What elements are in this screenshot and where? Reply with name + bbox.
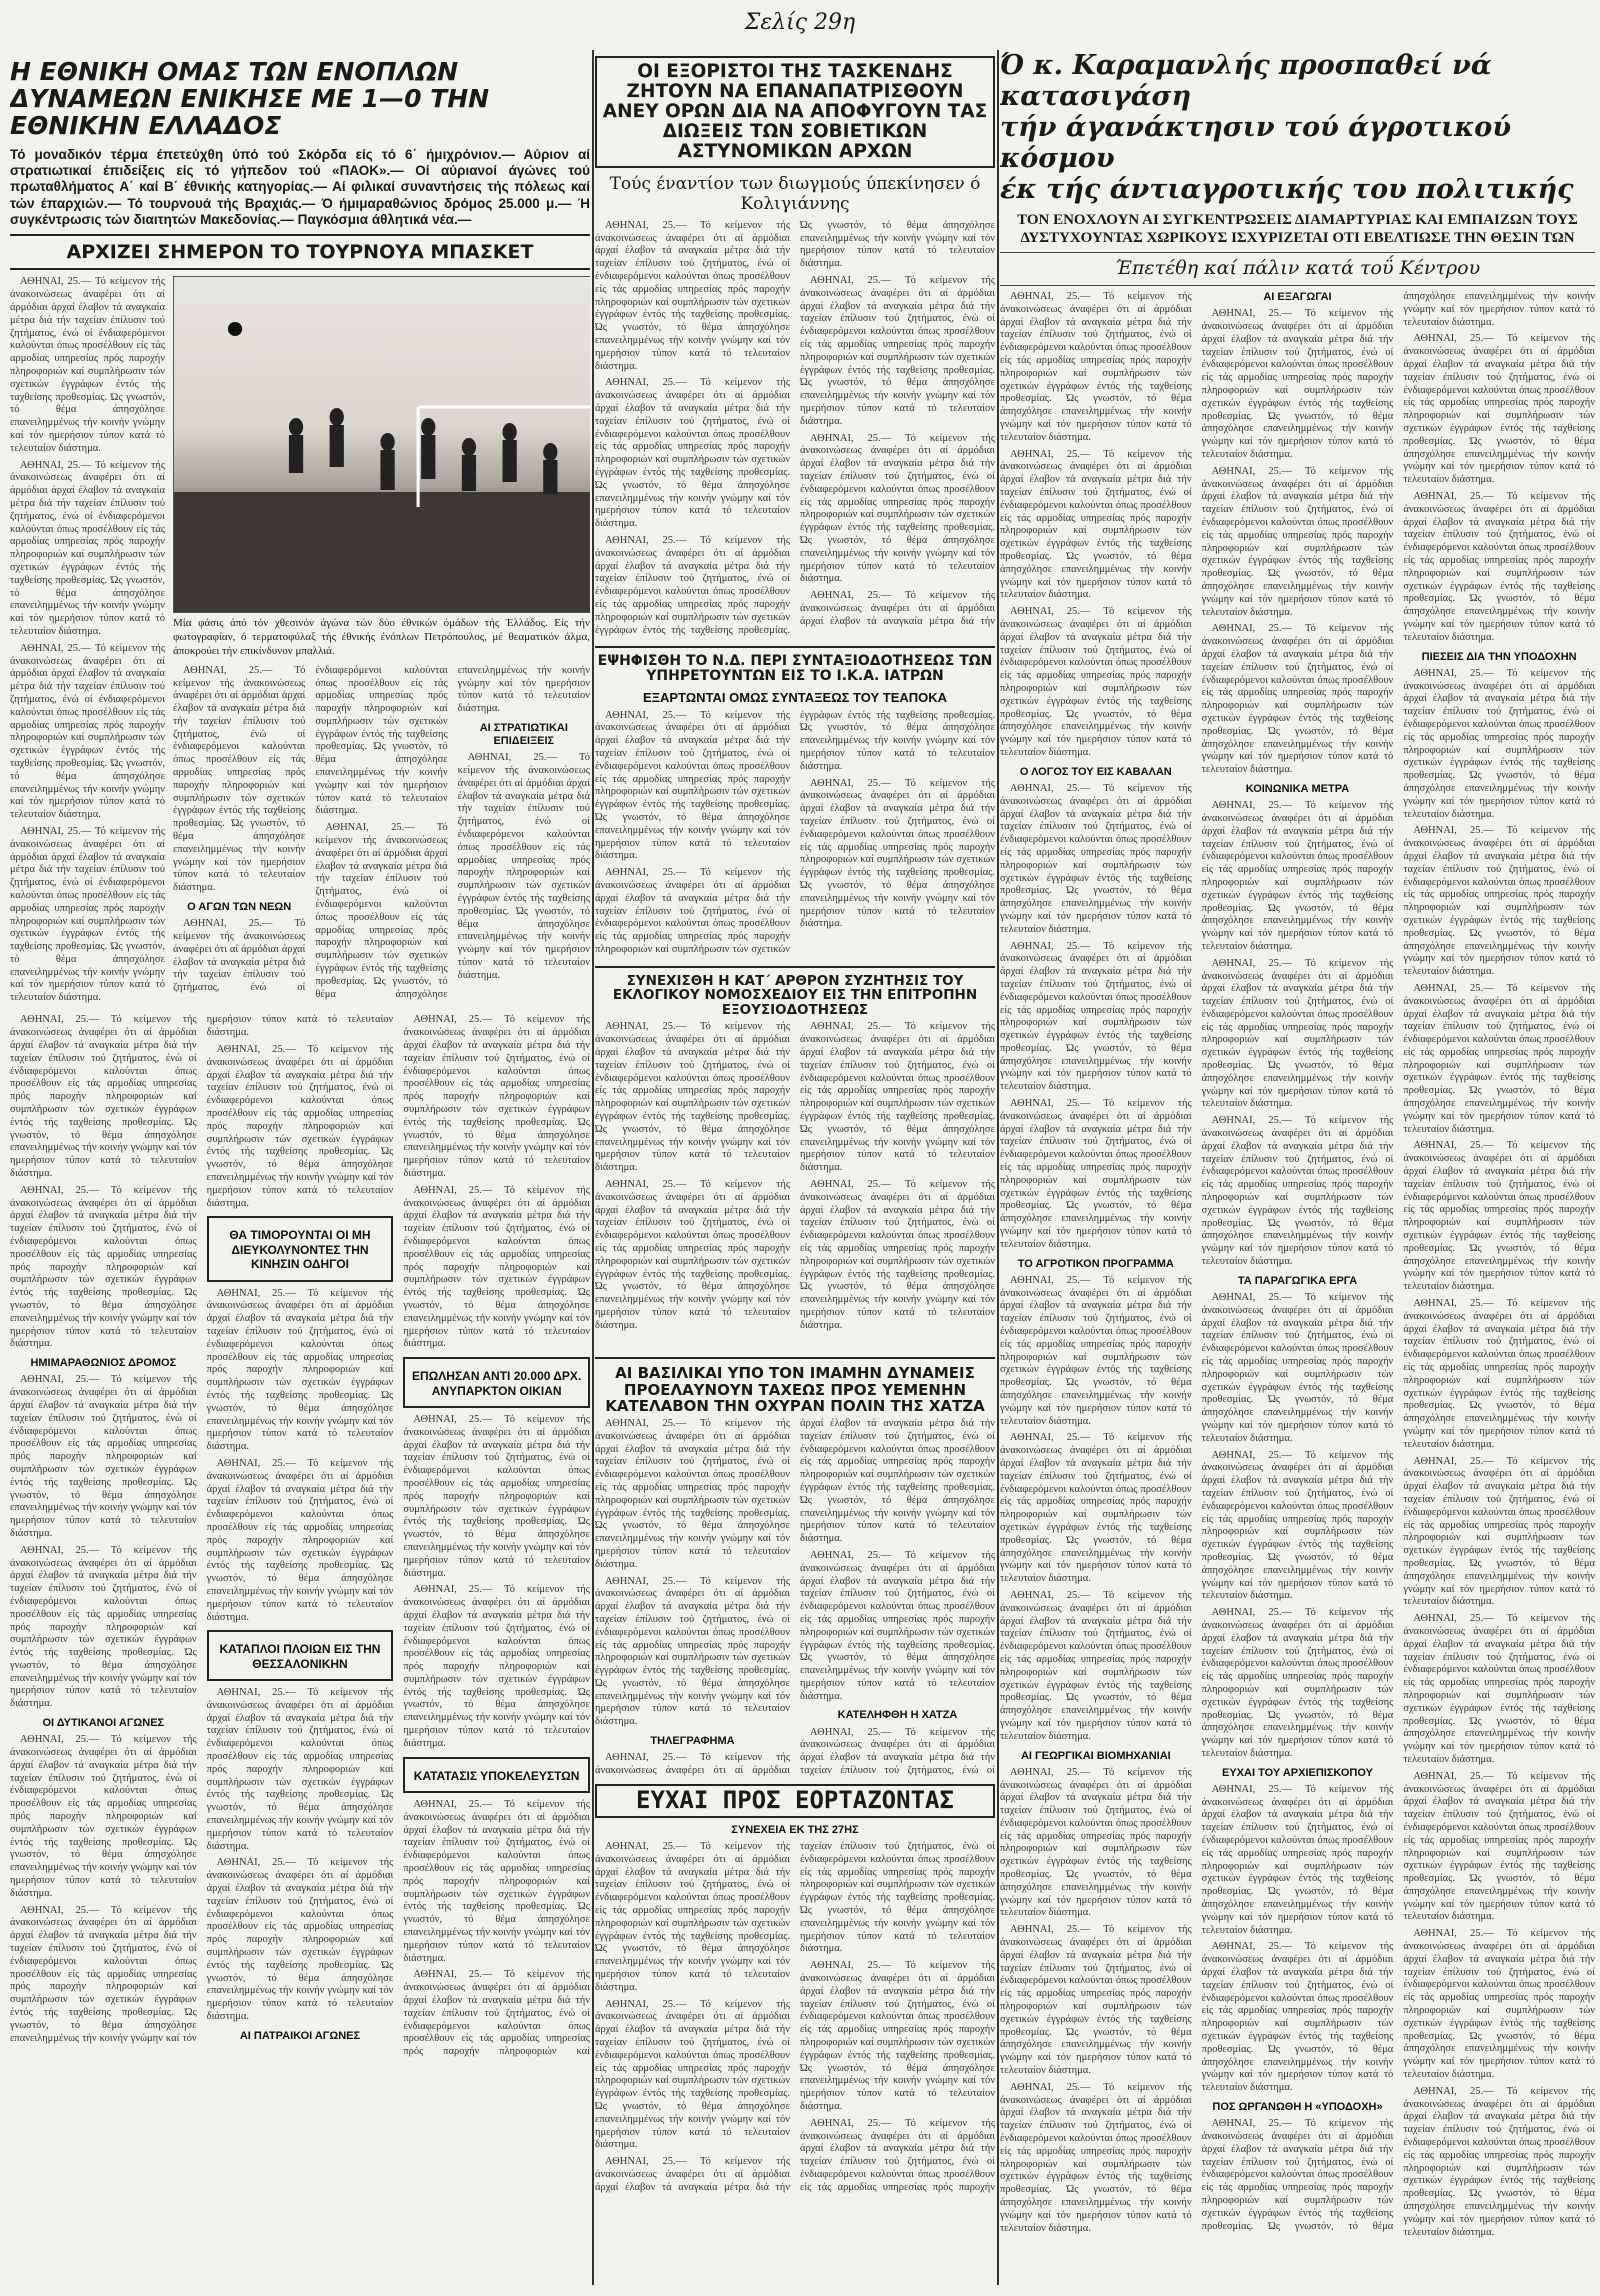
tashkent-deck: Τούς έναντίον των διωγμούς ύπεκίνησεν ό Κολιγιάννης — [609, 173, 981, 214]
wishes-deck: ΣΥΝΕΧΕΙΑ ΕΚ ΤΗΣ 27ΗΣ — [731, 1823, 859, 1836]
sports-deck: Τό μοναδικόν τέρμα έπετεύχθη ύπό τού Σκόρδα είς τό 6΄ ήμιχρόνιον.— Αύριον αί στρατιωτικαί έπιδείξεις είς τό γήπεδον τού «ΠΑΟΚ».— Οί αύριανοί άγώνες τού πρωταθλήματος Α΄ καί Β΄ έθνικής κατηγορίας.— Αί φιλικαί συναντήσεις τής πόλεως καί τών έπαρχιών.— Τό τουρνουά τής Βραχιάς.— Ό ήμιμαραθώνιος δρόμος 25.000 μ.— Ή συγκέντρωσις τών διαιτητών Μακεδονίας.— Παγκόσμια άθλητικά νέα.— — [10, 147, 590, 227]
box-headline: ΚΑΤΑΤΑΣΙΣ ΥΠΟΚΕΛΕΥΣΤΩΝ — [413, 1768, 580, 1783]
karamanlis-headline-line: Ό κ. Καραμανλής προσπαθεί νά κατασιγάση — [1000, 50, 1492, 113]
ika-headline: ΕΨΗΦΙΣΘΗ ΤΟ Ν.Δ. ΠΕΡΙ ΣΥΝΤΑΞΙΟΔΟΤΗΣΕΩΣ ΤΩΝ ΥΠΗΡΕΤΟΥΝΤΩΝ ΕΙΣ ΤΟ Ι.Κ.Α. ΙΑΤΡΩΝ — [597, 652, 993, 684]
karamanlis-headline-line: έκ τής άντιαγροτικής του πολιτικής — [1000, 174, 1574, 206]
sports-article — [10, 40, 590, 2290]
electoral-headline: ΣΥΝΕΧΙΣΘΗ Η ΚΑΤ΄ ΑΡΘΡΟΝ ΣΥΖΗΤΗΣΙΣ ΤΟΥ ΕΚΛΟΓΙΚΟΥ ΝΟΜΟΣΧΕΔΙΟΥ ΕΙΣ ΤΗΝ ΕΠΙΤΡΟΠΗΝ ΕΞΟΥΣΙΟΔΟΤΗΣΕΩΣ — [612, 972, 978, 1018]
subheading: Ο ΑΓΩΝ ΤΩΝ ΝΕΩΝ — [187, 901, 292, 914]
yemen-headline: ΑΙ ΒΑΣΙΛΙΚΑΙ ΥΠΟ ΤΟΝ ΙΜΑΜΗΝ ΔΥΝΑΜΕΙΣ ΠΡΟΕΛΑΥΝΟΥΝ ΤΑΧΕΩΣ ΠΡΟΣ ΥΕΜΕΝΗΝ ΚΑΤΕΛΑΒΟΝ ΤΗΝ ΟΧΥΡΑΝ ΠΟΛΙΝ ΤΗΣ ΧΑΤΖΑ — [605, 1364, 985, 1415]
karamanlis-deck: ΤΟΝ ΕΝΟΧΛΟΥΝ ΑΙ ΣΥΓΚΕΝΤΡΩΣΕΙΣ ΔΙΑΜΑΡΤΥΡΙΑΣ ΚΑΙ ΕΜΠΑΙΖΩΝ ΤΟΥΣ ΔΥΣΤΥΧΟΥΝΤΑΣ ΧΩΡΙΚΟΥΣ ΙΣΧΥΡΙΖΕΤΑΙ ΟΤΙ ΕΒΕΛΤΙΩΣΕ ΤΗΝ ΘΕΣΙΝ ΤΩΝ — [1017, 212, 1578, 247]
article-body: ΑΘΗΝΑΙ, 25.— Τό κείμενον τής άνακοινώσεως άναφέρει ότι αί άρμόδιαι άρχαί έλαβον τά αναγκαία μέτρα διά τήν ταχείαν έπίλυσιν τού ζητήματος, ένώ οί ένδιαφερόμενοι καλούνται όπως προσέλθουν είς τάς αρμοδίας υπηρεσίας πρός παροχήν πληροφοριών καί συμπλήρωσιν τών σχετικών έγγράφων έντός τής ταχθείσης προθεσμίας. Ώς γνωστόν, τό θέμα άπησχόλησε επανειλημμένως τήν κοινήν γνώμην καί τόν ημερήσιον τύπον κατά τό τελευταίον διάστημα. ΑΘΗΝΑΙ, 25.— Τό κείμενον τής άνακοινώσεως άναφέρει ότι αί άρμόδιαι άρχαί έλαβον τά αναγκαία μέτρα διά τήν ταχείαν έπίλυσιν τού ζητήματος, ένώ οί ένδιαφερόμενοι καλούνται όπως προσέλθουν είς τάς αρμοδίας υπηρεσίας πρός παροχήν πληροφοριών καί συμπλήρωσιν τών σχετικών έγγράφων έντός τής ταχθείσης προθεσμίας. Ώς γνωστόν, τό θέμα άπησχόλησε επανειλημμένως τήν κοινήν γνώμην καί τόν ημερήσιον τύπον κατά τό τελευταίον διάστημα. ΑΘΗΝΑΙ, 25.— Τό κείμενον τής άνακοινώσεως άναφέρει ότι αί άρμόδιαι άρχαί έλαβον τά αναγκαία μέτρα διά τήν ταχείαν έπίλυσιν τού ζητήματος, ένώ οί ένδιαφερόμενοι καλούνται όπως προσέλθουν είς τάς αρμοδίας υπηρεσίας πρός παροχήν πληροφοριών καί συμπλήρωσιν τών σχετικών έγγράφων έντός τής ταχθείσης προθεσμίας. Ώς γνωστόν, τό θέμα άπησχόλησε επανειλημμένως τήν κοινήν γνώμην καί τόν ημερήσιον τύπον κατά τό τελευταίον διάστημα. Ο ΛΟΓΟΣ ΤΟΥ ΕΙΣ ΚΑΒΑΛΑΝ ΑΘΗΝΑΙ, 25.— Τό κείμενον τής άνακοινώσεως άναφέρει ότι αί άρμόδιαι άρχαί έλαβον τά αναγκαία μέτρα διά τήν ταχείαν έπίλυσιν τού ζητήματος, ένώ οί ένδιαφερόμενοι καλούνται όπως προσέλθουν είς τάς αρμοδίας υπηρεσίας πρός παροχήν πληροφοριών καί συμπλήρωσιν τών σχετικών έγγράφων έντός τής ταχθείσης προθεσμίας. Ώς γνωστόν, τό θέμα άπησχόλησε επανειλημμένως τήν κοινήν γνώμην καί τόν ημερήσιον τύπον κατά τό τελευταίον διάστημα. ΑΘΗΝΑΙ, 25.— Τό κείμενον τής άνακοινώσεως άναφέρει ότι αί άρμόδιαι άρχαί έλαβον τά αναγκαία μέτρα διά τήν ταχείαν έπίλυσιν τού ζητήματος, ένώ οί ένδιαφερόμενοι καλούνται όπως προσέλθουν είς τάς αρμοδίας υπηρεσίας πρός παροχήν πληροφοριών καί συμπλήρωσιν τών σχετικών έγγράφων έντός τής ταχθείσης προθεσμίας. Ώς γνωστόν, τό θέμα άπησχόλησε επανειλημμένως τήν κοινήν γνώμην καί τόν ημερήσιον τύπον κατά τό τελευταίον διάστημα. ΑΘΗΝΑΙ, 25.— Τό κείμενον τής άνακοινώσεως άναφέρει ότι αί άρμόδιαι άρχαί έλαβον τά αναγκαία μέτρα διά τήν ταχείαν έπίλυσιν τού ζητήματος, ένώ οί ένδιαφερόμενοι καλούνται όπως προσέλθουν είς τάς αρμοδίας υπηρεσίας πρός παροχήν πληροφοριών καί συμπλήρωσιν τών σχετικών έγγράφων έντός τής ταχθείσης προθεσμίας. Ώς γνωστόν, τό θέμα άπησχόλησε επανειλημμένως τήν κοινήν γνώμην καί τόν ημερήσιον τύπον κατά τό τελευταίον διάστημα. ΤΟ ΑΓΡΟΤΙΚΟΝ ΠΡΟΓΡΑΜΜΑ ΑΘΗΝΑΙ, 25.— Τό κείμενον τής άνακοινώσεως άναφέρει ότι αί άρμόδιαι άρχαί έλαβον τά αναγκαία μέτρα διά τήν ταχείαν έπίλυσιν τού ζητήματος, ένώ οί ένδιαφερόμενοι καλούνται όπως προσέλθουν είς τάς αρμοδίας υπηρεσίας πρός παροχήν πληροφοριών καί συμπλήρωσιν τών σχετικών έγγράφων έντός τής ταχθείσης προθεσμίας. Ώς γνωστόν, τό θέμα άπησχόλησε επανειλημμένως τήν κοινήν γνώμην καί τόν ημερήσιον τύπον κατά τό τελευταίον διάστημα. ΑΘΗΝΑΙ, 25.— Τό κείμενον τής άνακοινώσεως άναφέρει ότι αί άρμόδιαι άρχαί έλαβον τά αναγκαία μέτρα διά τήν ταχείαν έπίλυσιν τού ζητήματος, ένώ οί ένδιαφερόμενοι καλούνται όπως προσέλθουν είς τάς αρμοδίας υπηρεσίας πρός παροχήν πληροφοριών καί συμπλήρωσιν τών σχετικών έγγράφων έντός τής ταχθείσης προθεσμίας. Ώς γνωστόν, τό θέμα άπησχόλησε επανειλημμένως τήν κοινήν γνώμην καί τόν ημερήσιον τύπον κατά τό τελευταίον διάστημα. ΑΘΗΝΑΙ, 25.— Τό κείμενον τής άνακοινώσεως άναφέρει ότι αί άρμόδιαι άρχαί έλαβον τά αναγκαία μέτρα διά τήν ταχείαν έπίλυσιν τού ζητήματος, ένώ οί ένδιαφερόμενοι καλούνται όπως προσέλθουν είς τάς αρμοδίας υπηρεσίας πρός παροχήν πληροφοριών καί συμπλήρωσιν τών σχετικών έγγράφων έντός τής ταχθείσης προθεσμίας. Ώς γνωστόν, τό θέμα άπησχόλησε επανειλημμένως τήν κοινήν γνώμην καί τόν ημερήσιον τύπον κατά τό τελευταίον διάστημα. ΑΙ ΓΕΩΡΓΙΚΑΙ ΒΙΟΜΗΧΑΝΙΑΙ ΑΘΗΝΑΙ, 25.— Τό κείμενον τής άνακοινώσεως άναφέρει ότι αί άρμόδιαι άρχαί έλαβον τά αναγκαία μέτρα διά τήν ταχείαν έπίλυσιν τού ζητήματος, ένώ οί ένδιαφερόμενοι καλούνται όπως προσέλθουν είς τάς αρμοδίας υπηρεσίας πρός παροχήν πληροφοριών καί συμπλήρωσιν τών σχετικών έγγράφων έντός τής ταχθείσης προθεσμίας. Ώς γνωστόν, τό θέμα άπησχόλησε επανειλημμένως τήν κοινήν γνώμην καί τόν ημερήσιον τύπον κατά τό τελευταίον διάστημα. ΑΘΗΝΑΙ, 25.— Τό κείμενον τής άνακοινώσεως άναφέρει ότι αί άρμόδιαι άρχαί έλαβον τά αναγκαία μέτρα διά τήν ταχείαν έπίλυσιν τού ζητήματος, ένώ οί ένδιαφερόμενοι καλούνται όπως προσέλθουν είς τάς αρμοδίας υπηρεσίας πρός παροχήν πληροφοριών καί συμπλήρωσιν τών σχετικών έγγράφων έντός τής ταχθείσης προθεσμίας. Ώς γνωστόν, τό θέμα άπησχόλησε επανειλημμένως τήν κοινήν γνώμην καί τόν ημερήσιον τύπον κατά τό τελευταίον διάστημα. ΑΘΗΝΑΙ, 25.— Τό κείμενον τής άνακοινώσεως άναφέρει ότι αί άρμόδιαι άρχαί έλαβον τά αναγκαία μέτρα διά τήν ταχείαν έπίλυσιν τού ζητήματος, ένώ οί ένδιαφερόμενοι καλούνται όπως προσέλθουν είς τάς αρμοδίας υπηρεσίας πρός παροχήν πληροφοριών καί συμπλήρωσιν τών σχετικών έγγράφων έντός τής ταχθείσης προθεσμίας. Ώς γνωστόν, τό θέμα άπησχόλησε επανειλημμένως τήν κοινήν γνώμην καί τόν ημερήσιον τύπον κατά τό τελευταίον διάστημα. ΑΙ ΕΞΑΓΩΓΑΙ ΑΘΗΝΑΙ, 25.— Τό κείμενον τής άνακοινώσεως άναφέρει ότι αί άρμόδιαι άρχαί έλαβον τά αναγκαία μέτρα διά τήν ταχείαν έπίλυσιν τού ζητήματος, ένώ οί ένδιαφερόμενοι καλούνται όπως προσέλθουν είς τάς αρμοδίας υπηρεσίας πρός παροχήν πληροφοριών καί συμπλήρωσιν τών σχετικών έγγράφων έντός τής ταχθείσης προθεσμίας. Ώς γνωστόν, τό θέμα άπησχόλησε επανειλημμένως τήν κοινήν γνώμην καί τόν ημερήσιον τύπον κατά τό τελευταίον διάστημα. ΑΘΗΝΑΙ, 25.— Τό κείμενον τής άνακοινώσεως άναφέρει ότι αί άρμόδιαι άρχαί έλαβον τά αναγκαία μέτρα διά τήν ταχείαν έπίλυσιν τού ζητήματος, ένώ οί ένδιαφερόμενοι καλούνται όπως προσέλθουν είς τάς αρμοδίας υπηρεσίας πρός παροχήν πληροφοριών καί συμπλήρωσιν τών σχετικών έγγράφων έντός τής ταχθείσης προθεσμίας. Ώς γνωστόν, τό θέμα άπησχόλησε επανειλημμένως τήν κοινήν γνώμην καί τόν ημερήσιον τύπον κατά τό τελευταίον διάστημα. ΑΘΗΝΑΙ, 25.— Τό κείμενον τής άνακοινώσεως άναφέρει ότι αί άρμόδιαι άρχαί έλαβον τά αναγκαία μέτρα διά τήν ταχείαν έπίλυσιν τού ζητήματος, ένώ οί ένδιαφερόμενοι καλούνται όπως προσέλθουν είς τάς αρμοδίας υπηρεσίας πρός παροχήν πληροφοριών καί συμπλήρωσιν τών σχετικών έγγράφων έντός τής ταχθείσης προθεσμίας. Ώς γνωστόν, τό θέμα άπησχόλησε επανειλημμένως τήν κοινήν γνώμην καί τόν ημερήσιον τύπον κατά τό τελευταίον διάστημα. ΚΟΙΝΩΝΙΚΑ ΜΕΤΡΑ ΑΘΗΝΑΙ, 25.— Τό κείμενον τής άνακοινώσεως άναφέρει ότι αί άρμόδιαι άρχαί έλαβον τά αναγκαία μέτρα διά τήν ταχείαν έπίλυσιν τού ζητήματος, ένώ οί ένδιαφερόμενοι καλούνται όπως προσέλθουν είς τάς αρμοδίας υπηρεσίας πρός παροχήν πληροφοριών καί συμπλήρωσιν τών σχετικών έγγράφων έντός τής ταχθείσης προθεσμίας. Ώς γνωστόν, τό θέμα άπησχόλησε επανειλημμένως τήν κοινήν γνώμην καί τόν ημερήσιον τύπον κατά τό τελευταίον διάστημα. ΑΘΗΝΑΙ, 25.— Τό κείμενον τής άνακοινώσεως άναφέρει ότι αί άρμόδιαι άρχαί έλαβον τά αναγκαία μέτρα διά τήν ταχείαν έπίλυσιν τού ζητήματος, ένώ οί ένδιαφερόμενοι καλούνται όπως προσέλθουν είς τάς αρμοδίας υπηρεσίας πρός παροχήν πληροφοριών καί συμπλήρωσιν τών σχετικών έγγράφων έντός τής ταχθείσης προθεσμίας. Ώς γνωστόν, τό θέμα άπησχόλησε επανειλημμένως τήν κοινήν γνώμην καί τόν ημερήσιον τύπον κατά τό τελευταίον διάστημα. ΑΘΗΝΑΙ, 25.— Τό κείμενον τής άνακοινώσεως άναφέρει ότι αί άρμόδιαι άρχαί έλαβον τά αναγκαία μέτρα διά τήν ταχείαν έπίλυσιν τού ζητήματος, ένώ οί ένδιαφερόμενοι καλούνται όπως προσέλθουν είς τάς αρμοδίας υπηρεσίας πρός παροχήν πληροφοριών καί συμπλήρωσιν τών σχετικών έγγράφων έντός τής ταχθείσης προθεσμίας. Ώς γνωστόν, τό θέμα άπησχόλησε επανειλημμένως τήν κοινήν γνώμην καί τόν ημερήσιον τύπον κατά τό τελευταίον διάστημα. ΤΑ ΠΑΡΑΓΩΓΙΚΑ ΕΡΓΑ ΑΘΗΝΑΙ, 25.— Τό κείμενον τής άνακοινώσεως άναφέρει ότι αί άρμόδιαι άρχαί έλαβον τά αναγκαία μέτρα διά τήν ταχείαν έπίλυσιν τού ζητήματος, ένώ οί ένδιαφερόμενοι καλούνται όπως προσέλθουν είς τάς αρμοδίας υπηρεσίας πρός παροχήν πληροφοριών καί συμπλήρωσιν τών σχετικών έγγράφων έντός τής ταχθείσης προθεσμίας. Ώς γνωστόν, τό θέμα άπησχόλησε επανειλημμένως τήν κοινήν γνώμην καί τόν ημερήσιον τύπον κατά τό τελευταίον διάστημα. ΑΘΗΝΑΙ, 25.— Τό κείμενον τής άνακοινώσεως άναφέρει ότι αί άρμόδιαι άρχαί έλαβον τά αναγκαία μέτρα διά τήν ταχείαν έπίλυσιν τού ζητήματος, ένώ οί ένδιαφερόμενοι καλούνται όπως προσέλθουν είς τάς αρμοδίας υπηρεσίας πρός παροχήν πληροφοριών καί συμπλήρωσιν τών σχετικών έγγράφων έντός τής ταχθείσης προθεσμίας. Ώς γνωστόν, τό θέμα άπησχόλησε επανειλημμένως τήν κοινήν γνώμην καί τόν ημερήσιον τύπον κατά τό τελευταίον διάστημα. ΑΘΗΝΑΙ, 25.— Τό κείμενον τής άνακοινώσεως άναφέρει ότι αί άρμόδιαι άρχαί έλαβον τά αναγκαία μέτρα διά τήν ταχείαν έπίλυσιν τού ζητήματος, ένώ οί ένδιαφερόμενοι καλούνται όπως προσέλθουν είς τάς αρμοδίας υπηρεσίας πρός παροχήν πληροφοριών καί συμπλήρωσιν τών σχετικών έγγράφων έντός τής ταχθείσης προθεσμίας. Ώς γνωστόν, τό θέμα άπησχόλησε επανειλημμένως τήν κοινήν γνώμην καί τόν ημερήσιον τύπον κατά τό τελευταίον διάστημα. ΕΥΧΑΙ ΤΟΥ ΑΡΧΙΕΠΙΣΚΟΠΟΥ ΑΘΗΝΑΙ, 25.— Τό κείμενον τής άνακοινώσεως άναφέρει ότι αί άρμόδιαι άρχαί έλαβον τά αναγκαία μέτρα διά τήν ταχείαν έπίλυσιν τού ζητήματος, ένώ οί ένδιαφερόμενοι καλούνται όπως προσέλθουν είς τάς αρμοδίας υπηρεσίας πρός παροχήν πληροφοριών καί συμπλήρωσιν τών σχετικών έγγράφων έντός τής ταχθείσης προθεσμίας. Ώς γνωστόν, τό θέμα άπησχόλησε επανειλημμένως τήν κοινήν γνώμην καί τόν ημερήσιον τύπον κατά τό τελευταίον διάστημα. ΑΘΗΝΑΙ, 25.— Τό κείμενον τής άνακοινώσεως άναφέρει ότι αί άρμόδιαι άρχαί έλαβον τά αναγκαία μέτρα διά τήν ταχείαν έπίλυσιν τού ζητήματος, ένώ οί ένδιαφερόμενοι καλούνται όπως προσέλθουν είς τάς αρμοδίας υπηρεσίας πρός παροχήν πληροφοριών καί συμπλήρωσιν τών σχετικών έγγράφων έντός τής ταχθείσης προθεσμίας. Ώς γνωστόν, τό θέμα άπησχόλησε επανειλημμένως τήν κοινήν γνώμην καί τόν ημερήσιον τύπον κατά τό τελευταίον διάστημα. ΠΟΣ ΩΡΓΑΝΩΘΗ Η «ΥΠΟΔΟΧΗ» ΑΘΗΝΑΙ, 25.— Τό κείμενον τής άνακοινώσεως άναφέρει ότι αί άρμόδιαι άρχαί έλαβον τά αναγκαία μέτρα διά τήν ταχείαν έπίλυσιν τού ζητήματος, ένώ οί ένδιαφερόμενοι καλούνται όπως προσέλθουν είς τάς αρμοδίας υπηρεσίας πρός παροχήν πληροφοριών καί συμπλήρωσιν τών σχετικών έγγράφων έντός τής ταχθείσης προθεσμίας. Ώς γνωστόν, τό θέμα άπησχόλησε επανειλημμένως τήν κοινήν γνώμην καί τόν ημερήσιον τύπον κατά τό τελευταίον διάστημα. ΑΘΗΝΑΙ, 25.— Τό κείμενον τής άνακοινώσεως άναφέρει ότι αί άρμόδιαι άρχαί έλαβον τά αναγκαία μέτρα διά τήν ταχείαν έπίλυσιν τού ζητήματος, ένώ οί ένδιαφερόμενοι καλούνται όπως προσέλθουν είς τάς αρμοδίας υπηρεσίας πρός παροχήν πληροφοριών καί συμπλήρωσιν τών σχετικών έγγράφων έντός τής ταχθείσης προθεσμίας. Ώς γνωστόν, τό θέμα άπησχόλησε επανειλημμένως τήν κοινήν γνώμην καί τόν ημερήσιον τύπον κατά τό τελευταίον διάστημα. ΑΘΗΝΑΙ, 25.— Τό κείμενον τής άνακοινώσεως άναφέρει ότι αί άρμόδιαι άρχαί έλαβον τά αναγκαία μέτρα διά τήν ταχείαν έπίλυσιν τού ζητήματος, ένώ οί ένδιαφερόμενοι καλούνται όπως προσέλθουν είς τάς αρμοδίας υπηρεσίας πρός παροχήν πληροφοριών καί συμπλήρωσιν τών σχετικών έγγράφων έντός τής ταχθείσης προθεσμίας. Ώς γνωστόν, τό θέμα άπησχόλησε επανειλημμένως τήν κοινήν γνώμην καί τόν ημερήσιον τύπον κατά τό τελευταίον διάστημα. ΠΙΕΣΕΙΣ ΔΙΑ ΤΗΝ ΥΠΟΔΟΧΗΝ ΑΘΗΝΑΙ, 25.— Τό κείμενον τής άνακοινώσεως άναφέρει ότι αί άρμόδιαι άρχαί έλαβον τά αναγκαία μέτρα διά τήν ταχείαν έπίλυσιν τού ζητήματος, ένώ οί ένδιαφερόμενοι καλούνται όπως προσέλθουν είς τάς αρμοδίας υπηρεσίας πρός παροχήν πληροφοριών καί συμπλήρωσιν τών σχετικών έγγράφων έντός τής ταχθείσης προθεσμίας. Ώς γνωστόν, τό θέμα άπησχόλησε επανειλημμένως τήν κοινήν γνώμην καί τόν ημερήσιον τύπον κατά τό τελευταίον διάστημα. ΑΘΗΝΑΙ, 25.— Τό κείμενον τής άνακοινώσεως άναφέρει ότι αί άρμόδιαι άρχαί έλαβον τά αναγκαία μέτρα διά τήν ταχείαν έπίλυσιν τού ζητήματος, ένώ οί ένδιαφερόμενοι καλούνται όπως προσέλθουν είς τάς αρμοδίας υπηρεσίας πρός παροχήν πληροφοριών καί συμπλήρωσιν τών σχετικών έγγράφων έντός τής ταχθείσης προθεσμίας. Ώς γνωστόν, τό θέμα άπησχόλησε επανειλημμένως τήν κοινήν γνώμην καί τόν ημερήσιον τύπον κατά τό τελευταίον διάστημα. ΑΘΗΝΑΙ, 25.— Τό κείμενον τής άνακοινώσεως άναφέρει ότι αί άρμόδιαι άρχαί έλαβον τά αναγκαία μέτρα διά τήν ταχείαν έπίλυσιν τού ζητήματος, ένώ οί ένδιαφερόμενοι καλούνται όπως προσέλθουν είς τάς αρμοδίας υπηρεσίας πρός παροχήν πληροφοριών καί συμπλήρωσιν τών σχετικών έγγράφων έντός τής ταχθείσης προθεσμίας. Ώς γνωστόν, τό θέμα άπησχόλησε επανειλημμένως τήν κοινήν γνώμην καί τόν ημερήσιον τύπον κατά τό τελευταίον διάστημα. ΑΘΗΝΑΙ, 25.— Τό κείμενον τής άνακοινώσεως άναφέρει ότι αί άρμόδιαι άρχαί έλαβον τά αναγκαία μέτρα διά τήν ταχείαν έπίλυσιν τού ζητήματος, ένώ οί ένδιαφερόμενοι καλούνται όπως προσέλθουν είς τάς αρμοδίας υπηρεσίας πρός παροχήν πληροφοριών καί συμπλήρωσιν τών σχετικών έγγράφων έντός τής ταχθείσης προθεσμίας. Ώς γνωστόν, τό θέμα άπησχόλησε επανειλημμένως τήν κοινήν γνώμην καί τόν ημερήσιον τύπον κατά τό τελευταίον διάστημα. ΑΘΗΝΑΙ, 25.— Τό κείμενον τής άνακοινώσεως άναφέρει ότι αί άρμόδιαι άρχαί έλαβον τά αναγκαία μέτρα διά τήν ταχείαν έπίλυσιν τού ζητήματος, ένώ οί ένδιαφερόμενοι καλούνται όπως προσέλθουν είς τάς αρμοδίας υπηρεσίας πρός παροχήν πληροφοριών καί συμπλήρωσιν τών σχετικών έγγράφων έντός τής ταχθείσης προθεσμίας. Ώς γνωστόν, τό θέμα άπησχόλησε επανειλημμένως τήν κοινήν γνώμην καί τόν ημερήσιον τύπον κατά τό τελευταίον διάστημα. ΑΘΗΝΑΙ, 25.— Τό κείμενον τής άνακοινώσεως άναφέρει ότι αί άρμόδιαι άρχαί έλαβον τά αναγκαία μέτρα διά τήν ταχείαν έπίλυσιν τού ζητήματος, ένώ οί ένδιαφερόμενοι καλούνται όπως προσέλθουν είς τάς αρμοδίας υπηρεσίας πρός παροχήν πληροφοριών καί συμπλήρωσιν τών σχετικών έγγράφων έντός τής ταχθείσης προθεσμίας. Ώς γνωστόν, τό θέμα άπησχόλησε επανειλημμένως τήν κοινήν γνώμην καί τόν ημερήσιον τύπον κατά τό τελευταίον διάστημα. ΑΘΗΝΑΙ, 25.— Τό κείμενον τής άνακοινώσεως άναφέρει ότι αί άρμόδιαι άρχαί έλαβον τά αναγκαία μέτρα διά τήν ταχείαν έπίλυσιν τού ζητήματος, ένώ οί ένδιαφερόμενοι καλούνται όπως προσέλθουν είς τάς αρμοδίας υπηρεσίας πρός παροχήν πληροφοριών καί συμπλήρωσιν τών σχετικών έγγράφων έντός τής ταχθείσης προθεσμίας. Ώς γνωστόν, τό θέμα άπησχόλησε επανειλημμένως τήν κοινήν γνώμην καί τόν ημερήσιον τύπον κατά τό τελευταίον διάστημα. ΑΘΗΝΑΙ, 25.— Τό κείμενον τής άνακοινώσεως άναφέρει ότι αί άρμόδιαι άρχαί έλαβον τά αναγκαία μέτρα διά τήν ταχείαν έπίλυσιν τού ζητήματος, ένώ οί ένδιαφερόμενοι καλούνται όπως προσέλθουν είς τάς αρμοδίας υπηρεσίας πρός παροχήν πληροφοριών καί συμπλήρωσιν τών σχετικών έγγράφων έντός τής ταχθείσης προθεσμίας. Ώς γνωστόν, τό θέμα άπησχόλησε επανειλημμένως τήν κοινήν γνώμην καί τόν ημερήσιον τύπον κατά τό τελευταίον διάστημα. ΑΘΗΝΑΙ, 25.— Τό κείμενον τής άνακοινώσεως άναφέρει ότι αί άρμόδιαι άρχαί έλαβον τά αναγκαία μέτρα διά τήν ταχείαν έπίλυσιν τού ζητήματος, ένώ οί ένδιαφερόμενοι καλούνται όπως προσέλθουν είς τάς αρμοδίας υπηρεσίας πρός παροχήν πληροφοριών καί συμπλήρωσιν τών σχετικών έγγράφων έντός τής ταχθείσης προθεσμίας. Ώς γνωστόν, τό θέμα άπησχόλησε επανειλημμένως τήν κοινήν γνώμην καί τόν ημερήσιον τύπον κατά τό τελευταίον διάστημα. ΑΘΗΝΑΙ, 25.— Τό κείμενον τής άνακοινώσεως άναφέρει ότι αί άρμόδιαι άρχαί έλαβον τά αναγκαία μέτρα διά τήν ταχείαν έπίλυσιν τού ζητήματος, ένώ οί ένδιαφερόμενοι καλούνται όπως προσέλθουν είς τάς αρμοδίας υπηρεσίας πρός παροχήν πληροφοριών καί συμπλήρωσιν τών σχετικών έγγράφων έντός τής ταχθείσης προθεσμίας. Ώς γνωστόν, τό θέμα άπησχόλησε επανειλημμένως τήν κοινήν γνώμην καί τόν ημερήσιον τύπον κατά τό τελευταίον διάστημα. — [1000, 291, 1595, 2238]
politics-article — [1000, 40, 1595, 2290]
ika-deck: ΕΞΑΡΤΩΝΤΑΙ ΟΜΩΣ ΣΥΝΤΑΞΕΩΣ ΤΟΥ ΤΕΑΠΟΚΑ — [642, 690, 948, 706]
article-body: ΑΘΗΝΑΙ, 25.— Τό κείμενον τής άνακοινώσεως άναφέρει ότι αί άρμόδιαι άρχαί έλαβον τά αναγκαία μέτρα διά τήν ταχείαν έπίλυσιν τού ζητήματος, ένώ οί ένδιαφερόμενοι καλούνται όπως προσέλθουν είς τάς αρμοδίας υπηρεσίας πρός παροχήν πληροφοριών καί συμπλήρωσιν τών σχετικών έγγράφων έντός τής ταχθείσης προθεσμίας. Ώς γνωστόν, τό θέμα άπησχόλησε επανειλημμένως τήν κοινήν γνώμην καί τόν ημερήσιον τύπον κατά τό τελευταίον διάστημα. ΑΘΗΝΑΙ, 25.— Τό κείμενον τής άνακοινώσεως άναφέρει ότι αί άρμόδιαι άρχαί έλαβον τά αναγκαία μέτρα διά τήν ταχείαν έπίλυσιν τού ζητήματος, ένώ οί ένδιαφερόμενοι καλούνται όπως προσέλθουν είς τάς αρμοδίας υπηρεσίας πρός παροχήν πληροφοριών καί συμπλήρωσιν τών σχετικών έγγράφων έντός τής ταχθείσης προθεσμίας. Ώς γνωστόν, τό θέμα άπησχόλησε επανειλημμένως τήν κοινήν γνώμην καί τόν ημερήσιον τύπον κατά τό τελευταίον διάστημα. ΤΗΛΕΓΡΑΦΗΜΑ ΑΘΗΝΑΙ, 25.— Τό κείμενον τής άνακοινώσεως άναφέρει ότι αί άρμόδιαι άρχαί έλαβον τά αναγκαία μέτρα διά τήν ταχείαν έπίλυσιν τού ζητήματος, ένώ οί ένδιαφερόμενοι καλούνται όπως προσέλθουν είς τάς αρμοδίας υπηρεσίας πρός παροχήν πληροφοριών καί συμπλήρωσιν τών σχετικών έγγράφων έντός τής ταχθείσης προθεσμίας. Ώς γνωστόν, τό θέμα άπησχόλησε επανειλημμένως τήν κοινήν γνώμην καί τόν ημερήσιον τύπον κατά τό τελευταίον διάστημα. ΑΘΗΝΑΙ, 25.— Τό κείμενον τής άνακοινώσεως άναφέρει ότι αί άρμόδιαι άρχαί έλαβον τά αναγκαία μέτρα διά τήν ταχείαν έπίλυσιν τού ζητήματος, ένώ οί ένδιαφερόμενοι καλούνται όπως προσέλθουν είς τάς αρμοδίας υπηρεσίας πρός παροχήν πληροφοριών καί συμπλήρωσιν τών σχετικών έγγράφων έντός τής ταχθείσης προθεσμίας. Ώς γνωστόν, τό θέμα άπησχόλησε επανειλημμένως τήν κοινήν γνώμην καί τόν ημερήσιον τύπον κατά τό τελευταίον διάστημα. ΚΑΤΕΛΗΦΘΗ Η ΧΑΤΖΑ ΑΘΗΝΑΙ, 25.— Τό κείμενον τής άνακοινώσεως άναφέρει ότι αί άρμόδιαι άρχαί έλαβον τά αναγκαία μέτρα διά τήν ταχείαν έπίλυσιν τού ζητήματος, ένώ οί — [595, 1417, 995, 1777]
article-body: ΑΘΗΝΑΙ, 25.— Τό κείμενον τής άνακοινώσεως άναφέρει ότι αί άρμόδιαι άρχαί έλαβον τά αναγκαία μέτρα διά τήν ταχείαν έπίλυσιν τού ζητήματος, ένώ οί ένδιαφερόμενοι καλούνται όπως προσέλθουν είς τάς αρμοδίας υπηρεσίας πρός παροχήν πληροφοριών καί συμπλήρωσιν τών σχετικών έγγράφων έντός τής ταχθείσης προθεσμίας. Ώς γνωστόν, τό θέμα άπησχόλησε επανειλημμένως τήν κοινήν γνώμην καί τόν ημερήσιον τύπον κατά τό τελευταίον διάστημα. ΑΘΗΝΑΙ, 25.— Τό κείμενον τής άνακοινώσεως άναφέρει ότι αί άρμόδιαι άρχαί έλαβον τά αναγκαία μέτρα διά τήν ταχείαν έπίλυσιν τού ζητήματος, ένώ οί ένδιαφερόμενοι καλούνται όπως προσέλθουν είς τάς αρμοδίας υπηρεσίας πρός παροχήν πληροφοριών καί συμπλήρωσιν τών σχετικών έγγράφων έντός τής ταχθείσης προθεσμίας. Ώς γνωστόν, τό θέμα άπησχόλησε επανειλημμένως τήν κοινήν γνώμην καί τόν ημερήσιον τύπον κατά τό τελευταίον διάστημα. ΗΜΙΜΑΡΑΘΩΝΙΟΣ ΔΡΟΜΟΣ ΑΘΗΝΑΙ, 25.— Τό κείμενον τής άνακοινώσεως άναφέρει ότι αί άρμόδιαι άρχαί έλαβον τά αναγκαία μέτρα διά τήν ταχείαν έπίλυσιν τού ζητήματος, ένώ οί ένδιαφερόμενοι καλούνται όπως προσέλθουν είς τάς αρμοδίας υπηρεσίας πρός παροχήν πληροφοριών καί συμπλήρωσιν τών σχετικών έγγράφων έντός τής ταχθείσης προθεσμίας. Ώς γνωστόν, τό θέμα άπησχόλησε επανειλημμένως τήν κοινήν γνώμην καί τόν ημερήσιον τύπον κατά τό τελευταίον διάστημα. ΑΘΗΝΑΙ, 25.— Τό κείμενον τής άνακοινώσεως άναφέρει ότι αί άρμόδιαι άρχαί έλαβον τά αναγκαία μέτρα διά τήν ταχείαν έπίλυσιν τού ζητήματος, ένώ οί ένδιαφερόμενοι καλούνται όπως προσέλθουν είς τάς αρμοδίας υπηρεσίας πρός παροχήν πληροφοριών καί συμπλήρωσιν τών σχετικών έγγράφων έντός τής ταχθείσης προθεσμίας. Ώς γνωστόν, τό θέμα άπησχόλησε επανειλημμένως τήν κοινήν γνώμην καί τόν ημερήσιον τύπον κατά τό τελευταίον διάστημα. ΟΙ ΔΥΤΙΚΑΝΟΙ ΑΓΩΝΕΣ ΑΘΗΝΑΙ, 25.— Τό κείμενον τής άνακοινώσεως άναφέρει ότι αί άρμόδιαι άρχαί έλαβον τά αναγκαία μέτρα διά τήν ταχείαν έπίλυσιν τού ζητήματος, ένώ οί ένδιαφερόμενοι καλούνται όπως προσέλθουν είς τάς αρμοδίας υπηρεσίας πρός παροχήν πληροφοριών καί συμπλήρωσιν τών σχετικών έγγράφων έντός τής ταχθείσης προθεσμίας. Ώς γνωστόν, τό θέμα άπησχόλησε επανειλημμένως τήν κοινήν γνώμην καί τόν ημερήσιον τύπον κατά τό τελευταίον διάστημα. ΑΘΗΝΑΙ, 25.— Τό κείμενον τής άνακοινώσεως άναφέρει ότι αί άρμόδιαι άρχαί έλαβον τά αναγκαία μέτρα διά τήν ταχείαν έπίλυσιν τού ζητήματος, ένώ οί ένδιαφερόμενοι καλούνται όπως προσέλθουν είς τάς αρμοδίας υπηρεσίας πρός παροχήν πληροφοριών καί συμπλήρωσιν τών σχετικών έγγράφων έντός τής ταχθείσης προθεσμίας. Ώς γνωστόν, τό θέμα άπησχόλησε επανειλημμένως τήν κοινήν γνώμην καί τόν ημερήσιον τύπον κατά τό τελευταίον διάστημα. ΑΘΗΝΑΙ, 25.— Τό κείμενον τής άνακοινώσεως άναφέρει ότι αί άρμόδιαι άρχαί έλαβον τά αναγκαία μέτρα διά τήν ταχείαν έπίλυσιν τού ζητήματος, ένώ οί ένδιαφερόμενοι καλούνται όπως προσέλθουν είς τάς αρμοδίας υπηρεσίας πρός παροχήν πληροφοριών καί συμπλήρωσιν τών σχετικών έγγράφων έντός τής ταχθείσης προθεσμίας. Ώς γνωστόν, τό θέμα άπησχόλησε επανειλημμένως τήν κοινήν γνώμην καί τόν ημερήσιον τύπον κατά τό τελευταίον διάστημα. ΘΑ ΤΙΜΟΡΟΥΝΤΑΙ ΟΙ ΜΗ ΔΙΕΥΚΟΛΥΝΟΝΤΕΣ ΤΗΝ ΚΙΝΗΣΙΝ ΟΔΗΓΟΙ ΑΘΗΝΑΙ, 25.— Τό κείμενον τής άνακοινώσεως άναφέρει ότι αί άρμόδιαι άρχαί έλαβον τά αναγκαία μέτρα διά τήν ταχείαν έπίλυσιν τού ζητήματος, ένώ οί ένδιαφερόμενοι καλούνται όπως προσέλθουν είς τάς αρμοδίας υπηρεσίας πρός παροχήν πληροφοριών καί συμπλήρωσιν τών σχετικών έγγράφων έντός τής ταχθείσης προθεσμίας. Ώς γνωστόν, τό θέμα άπησχόλησε επανειλημμένως τήν κοινήν γνώμην καί τόν ημερήσιον τύπον κατά τό τελευταίον διάστημα. ΑΘΗΝΑΙ, 25.— Τό κείμενον τής άνακοινώσεως άναφέρει ότι αί άρμόδιαι άρχαί έλαβον τά αναγκαία μέτρα διά τήν ταχείαν έπίλυσιν τού ζητήματος, ένώ οί ένδιαφερόμενοι καλούνται όπως προσέλθουν είς τάς αρμοδίας υπηρεσίας πρός παροχήν πληροφοριών καί συμπλήρωσιν τών σχετικών έγγράφων έντός τής ταχθείσης προθεσμίας. Ώς γνωστόν, τό θέμα άπησχόλησε επανειλημμένως τήν κοινήν γνώμην καί τόν ημερήσιον τύπον κατά τό τελευταίον διάστημα. ΚΑΤΑΠΛΟΙ ΠΛΟΙΩΝ ΕΙΣ ΤΗΝ ΘΕΣΣΑΛΟΝΙΚΗΝ ΑΘΗΝΑΙ, 25.— Τό κείμενον τής άνακοινώσεως άναφέρει ότι αί άρμόδιαι άρχαί έλαβον τά αναγκαία μέτρα διά τήν ταχείαν έπίλυσιν τού ζητήματος, ένώ οί ένδιαφερόμενοι καλούνται όπως προσέλθουν είς τάς αρμοδίας υπηρεσίας πρός παροχήν πληροφοριών καί συμπλήρωσιν τών σχετικών έγγράφων έντός τής ταχθείσης προθεσμίας. Ώς γνωστόν, τό θέμα άπησχόλησε επανειλημμένως τήν κοινήν γνώμην καί τόν ημερήσιον τύπον κατά τό τελευταίον διάστημα. ΑΘΗΝΑΙ, 25.— Τό κείμενον τής άνακοινώσεως άναφέρει ότι αί άρμόδιαι άρχαί έλαβον τά αναγκαία μέτρα διά τήν ταχείαν έπίλυσιν τού ζητήματος, ένώ οί ένδιαφερόμενοι καλούνται όπως προσέλθουν είς τάς αρμοδίας υπηρεσίας πρός παροχήν πληροφοριών καί συμπλήρωσιν τών σχετικών έγγράφων έντός τής ταχθείσης προθεσμίας. Ώς γνωστόν, τό θέμα άπησχόλησε επανειλημμένως τήν κοινήν γνώμην καί τόν ημερήσιον τύπον κατά τό τελευταίον διάστημα. ΑΙ ΠΑΤΡΑΙΚΟΙ ΑΓΩΝΕΣ ΑΘΗΝΑΙ, 25.— Τό κείμενον τής άνακοινώσεως άναφέρει ότι αί άρμόδιαι άρχαί έλαβον τά αναγκαία μέτρα διά τήν ταχείαν έπίλυσιν τού ζητήματος, ένώ οί ένδιαφερόμενοι καλούνται όπως προσέλθουν είς τάς αρμοδίας υπηρεσίας πρός παροχήν πληροφοριών καί συμπλήρωσιν τών σχετικών έγγράφων έντός τής ταχθείσης προθεσμίας. Ώς γνωστόν, τό θέμα άπησχόλησε επανειλημμένως τήν κοινήν γνώμην καί τόν ημερήσιον τύπον κατά τό τελευταίον διάστημα. ΑΘΗΝΑΙ, 25.— Τό κείμενον τής άνακοινώσεως άναφέρει ότι αί άρμόδιαι άρχαί έλαβον τά αναγκαία μέτρα διά τήν ταχείαν έπίλυσιν τού ζητήματος, ένώ οί ένδιαφερόμενοι καλούνται όπως προσέλθουν είς τάς αρμοδίας υπηρεσίας πρός παροχήν πληροφοριών καί συμπλήρωσιν τών σχετικών έγγράφων έντός τής ταχθείσης προθεσμίας. Ώς γνωστόν, τό θέμα άπησχόλησε επανειλημμένως τήν κοινήν γνώμην καί τόν ημερήσιον τύπον κατά τό τελευταίον διάστημα. ΕΠΩΛΗΣΑΝ ΑΝΤΙ 20.000 ΔΡΧ. ΑΝΥΠΑΡΚΤΟΝ ΟΙΚΙΑΝ ΑΘΗΝΑΙ, 25.— Τό κείμενον τής άνακοινώσεως άναφέρει ότι αί άρμόδιαι άρχαί έλαβον τά αναγκαία μέτρα διά τήν ταχείαν έπίλυσιν τού ζητήματος, ένώ οί ένδιαφερόμενοι καλούνται όπως προσέλθουν είς τάς αρμοδίας υπηρεσίας πρός παροχήν πληροφοριών καί συμπλήρωσιν τών σχετικών έγγράφων έντός τής ταχθείσης προθεσμίας. Ώς γνωστόν, τό θέμα άπησχόλησε επανειλημμένως τήν κοινήν γνώμην καί τόν ημερήσιον τύπον κατά τό τελευταίον διάστημα. ΑΘΗΝΑΙ, 25.— Τό κείμενον τής άνακοινώσεως άναφέρει ότι αί άρμόδιαι άρχαί έλαβον τά αναγκαία μέτρα διά τήν ταχείαν έπίλυσιν τού ζητήματος, ένώ οί ένδιαφερόμενοι καλούνται όπως προσέλθουν είς τάς αρμοδίας υπηρεσίας πρός παροχήν πληροφοριών καί συμπλήρωσιν τών σχετικών έγγράφων έντός τής ταχθείσης προθεσμίας. Ώς γνωστόν, τό θέμα άπησχόλησε επανειλημμένως τήν κοινήν γνώμην καί τόν ημερήσιον τύπον κατά τό τελευταίον διάστημα. ΚΑΤΑΤΑΣΙΣ ΥΠΟΚΕΛΕΥΣΤΩΝ ΑΘΗΝΑΙ, 25.— Τό κείμενον τής άνακοινώσεως άναφέρει ότι αί άρμόδιαι άρχαί έλαβον τά αναγκαία μέτρα διά τήν ταχείαν έπίλυσιν τού ζητήματος, ένώ οί ένδιαφερόμενοι καλούνται όπως προσέλθουν είς τάς αρμοδίας υπηρεσίας πρός παροχήν πληροφοριών καί συμπλήρωσιν τών σχετικών έγγράφων έντός τής ταχθείσης προθεσμίας. Ώς γνωστόν, τό θέμα άπησχόλησε επανειλημμένως τήν κοινήν γνώμην καί τόν ημερήσιον τύπον κατά τό τελευταίον διάστημα. ΑΘΗΝΑΙ, 25.— Τό κείμενον τής άνακοινώσεως άναφέρει ότι αί άρμόδιαι άρχαί έλαβον τά αναγκαία μέτρα διά τήν ταχείαν έπίλυσιν τού ζητήματος, ένώ οί ένδιαφερόμενοι καλούνται όπως προσέλθουν είς τάς αρμοδίας υπηρεσίας πρός παροχήν πληροφοριών καί — [10, 1014, 590, 2058]
subheading: ΑΙ ΠΑΤΡΑΙΚΟΙ ΑΓΩΝΕΣ — [239, 2029, 361, 2042]
subheading: ΤΟ ΑΓΡΟΤΙΚΟΝ ΠΡΟΓΡΑΜΜΑ — [1017, 1257, 1174, 1270]
football-photo — [173, 276, 590, 613]
column-divider — [997, 50, 999, 2285]
sports-headline: Η ΕΘΝΙΚΗ ΟΜΑΣ ΤΩΝ ΕΝΟΠΛΩΝ ΔΥΝΑΜΕΩΝ ΕΝΙΚΗΣΕ ΜΕ 1—0 ΤΗΝ ΕΘΝΙΚΗΝ ΕΛΛΑΔΟΣ — [10, 57, 490, 140]
article-body: ΑΘΗΝΑΙ, 25.— Τό κείμενον τής άνακοινώσεως άναφέρει ότι αί άρμόδιαι άρχαί έλαβον τά αναγκαία μέτρα διά τήν ταχείαν έπίλυσιν τού ζητήματος, ένώ οί ένδιαφερόμενοι καλούνται όπως προσέλθουν είς τάς αρμοδίας υπηρεσίας πρός παροχήν πληροφοριών καί συμπλήρωσιν τών σχετικών έγγράφων έντός τής ταχθείσης προθεσμίας. Ώς γνωστόν, τό θέμα άπησχόλησε επανειλημμένως τήν κοινήν γνώμην καί τόν ημερήσιον τύπον κατά τό τελευταίον διάστημα. ΑΘΗΝΑΙ, 25.— Τό κείμενον τής άνακοινώσεως άναφέρει ότι αί άρμόδιαι άρχαί έλαβον τά αναγκαία μέτρα διά τήν ταχείαν έπίλυσιν τού ζητήματος, ένώ οί ένδιαφερόμενοι καλούνται όπως προσέλθουν είς τάς αρμοδίας υπηρεσίας πρός παροχήν πληροφοριών καί συμπλήρωσιν τών σχετικών έγγράφων έντός τής ταχθείσης προθεσμίας. Ώς γνωστόν, τό θέμα άπησχόλησε επανειλημμένως τήν κοινήν γνώμην καί τόν ημερήσιον τύπον κατά τό τελευταίον διάστημα. ΑΘΗΝΑΙ, 25.— Τό κείμενον τής άνακοινώσεως άναφέρει ότι αί άρμόδιαι άρχαί έλαβον τά αναγκαία μέτρα διά τήν ταχείαν έπίλυσιν τού ζητήματος, ένώ οί ένδιαφερόμενοι καλούνται όπως προσέλθουν είς τάς αρμοδίας υπηρεσίας πρός παροχήν πληροφοριών καί συμπλήρωσιν τών σχετικών έγγράφων έντός τής ταχθείσης προθεσμίας. Ώς γνωστόν, τό θέμα άπησχόλησε επανειλημμένως τήν κοινήν γνώμην καί τόν ημερήσιον τύπον κατά τό τελευταίον διάστημα. ΑΘΗΝΑΙ, 25.— Τό κείμενον τής άνακοινώσεως άναφέρει ότι αί άρμόδιαι άρχαί έλαβον τά αναγκαία μέτρα διά τήν ταχείαν έπίλυσιν τού ζητήματος, ένώ οί ένδιαφερόμενοι καλούνται όπως προσέλθουν είς τάς αρμοδίας υπηρεσίας πρός παροχήν πληροφοριών καί συμπλήρωσιν τών σχετικών έγγράφων έντός τής ταχθείσης προθεσμίας. Ώς γνωστόν, τό θέμα άπησχόλησε επανειλημμένως τήν κοινήν γνώμην καί τόν ημερήσιον τύπον κατά τό τελευταίον διάστημα. — [10, 276, 165, 1004]
subheading: ΚΟΙΝΩΝΙΚΑ ΜΕΤΡΑ — [1245, 782, 1350, 795]
box-headline: ΚΑΤΑΠΛΟΙ ΠΛΟΙΩΝ ΕΙΣ ΤΗΝ ΘΕΣΣΑΛΟΝΙΚΗΝ — [219, 1642, 381, 1671]
subheading: ΑΙ ΕΞΑΓΩΓΑΙ — [1263, 291, 1332, 304]
subheading: ΠΙΕΣΕΙΣ ΔΙΑ ΤΗΝ ΥΠΟΔΟΧΗΝ — [1421, 650, 1577, 663]
subheading: ΑΙ ΣΤΡΑΤΙΩΤΙΚΑΙ ΕΠΙΔΕΙΞΕΙΣ — [479, 721, 568, 748]
article-body: ΑΘΗΝΑΙ, 25.— Τό κείμενον τής άνακοινώσεως άναφέρει ότι αί άρμόδιαι άρχαί έλαβον τά αναγκαία μέτρα διά τήν ταχείαν έπίλυσιν τού ζητήματος, ένώ οί ένδιαφερόμενοι καλούνται όπως προσέλθουν είς τάς αρμοδίας υπηρεσίας πρός παροχήν πληροφοριών καί συμπλήρωσιν τών σχετικών έγγράφων έντός τής ταχθείσης προθεσμίας. Ώς γνωστόν, τό θέμα άπησχόλησε επανειλημμένως τήν κοινήν γνώμην καί τόν ημερήσιον τύπον κατά τό τελευταίον διάστημα. Ο ΑΓΩΝ ΤΩΝ ΝΕΩΝ ΑΘΗΝΑΙ, 25.— Τό κείμενον τής άνακοινώσεως άναφέρει ότι αί άρμόδιαι άρχαί έλαβον τά αναγκαία μέτρα διά τήν ταχείαν έπίλυσιν τού ζητήματος, ένώ οί ένδιαφερόμενοι καλούνται όπως προσέλθουν είς τάς αρμοδίας υπηρεσίας πρός παροχήν πληροφοριών καί συμπλήρωσιν τών σχετικών έγγράφων έντός τής ταχθείσης προθεσμίας. Ώς γνωστόν, τό θέμα άπησχόλησε επανειλημμένως τήν κοινήν γνώμην καί τόν ημερήσιον τύπον κατά τό τελευταίον διάστημα. ΑΘΗΝΑΙ, 25.— Τό κείμενον τής άνακοινώσεως άναφέρει ότι αί άρμόδιαι άρχαί έλαβον τά αναγκαία μέτρα διά τήν ταχείαν έπίλυσιν τού ζητήματος, ένώ οί ένδιαφερόμενοι καλούνται όπως προσέλθουν είς τάς αρμοδίας υπηρεσίας πρός παροχήν πληροφοριών καί συμπλήρωσιν τών σχετικών έγγράφων έντός τής ταχθείσης προθεσμίας. Ώς γνωστόν, τό θέμα άπησχόλησε επανειλημμένως τήν κοινήν γνώμην καί τόν ημερήσιον τύπον κατά τό τελευταίον διάστημα. ΑΙ ΣΤΡΑΤΙΩΤΙΚΑΙ ΕΠΙΔΕΙΞΕΙΣ ΑΘΗΝΑΙ, 25.— Τό κείμενον τής άνακοινώσεως άναφέρει ότι αί άρμόδιαι άρχαί έλαβον τά αναγκαία μέτρα διά τήν ταχείαν έπίλυσιν τού ζητήματος, ένώ οί ένδιαφερόμενοι καλούνται όπως προσέλθουν είς τάς αρμοδίας υπηρεσίας πρός παροχήν πληροφοριών καί συμπλήρωσιν τών σχετικών έγγράφων έντός τής ταχθείσης προθεσμίας. Ώς γνωστόν, τό θέμα άπησχόλησε επανειλημμένως τήν κοινήν γνώμην καί τόν ημερήσιον τύπον κατά τό τελευταίον διάστημα. — [173, 664, 590, 1000]
box-headline: ΘΑ ΤΙΜΟΡΟΥΝΤΑΙ ΟΙ ΜΗ ΔΙΕΥΚΟΛΥΝΟΝΤΕΣ ΤΗΝ ΚΙΝΗΣΙΝ ΟΔΗΓΟΙ — [229, 1228, 371, 1272]
column-divider — [592, 50, 594, 2285]
page-number: Σελίς 29η — [744, 10, 856, 35]
box-headline: ΕΠΩΛΗΣΑΝ ΑΝΤΙ 20.000 ΔΡΧ. ΑΝΥΠΑΡΚΤΟΝ ΟΙΚΙΑΝ — [412, 1369, 582, 1398]
article-body: ΑΘΗΝΑΙ, 25.— Τό κείμενον τής άνακοινώσεως άναφέρει ότι αί άρμόδιαι άρχαί έλαβον τά αναγκαία μέτρα διά τήν ταχείαν έπίλυσιν τού ζητήματος, ένώ οί ένδιαφερόμενοι καλούνται όπως προσέλθουν είς τάς αρμοδίας υπηρεσίας πρός παροχήν πληροφοριών καί συμπλήρωσιν τών σχετικών έγγράφων έντός τής ταχθείσης προθεσμίας. Ώς γνωστόν, τό θέμα άπησχόλησε επανειλημμένως τήν κοινήν γνώμην καί τόν ημερήσιον τύπον κατά τό τελευταίον διάστημα. ΑΘΗΝΑΙ, 25.— Τό κείμενον τής άνακοινώσεως άναφέρει ότι αί άρμόδιαι άρχαί έλαβον τά αναγκαία μέτρα διά τήν ταχείαν έπίλυσιν τού ζητήματος, ένώ οί ένδιαφερόμενοι καλούνται όπως προσέλθουν είς τάς αρμοδίας υπηρεσίας πρός παροχήν πληροφοριών καί συμπλήρωσιν τών σχετικών έγγράφων έντός τής ταχθείσης προθεσμίας. Ώς γνωστόν, τό θέμα άπησχόλησε επανειλημμένως τήν κοινήν γνώμην καί τόν ημερήσιον τύπον κατά τό τελευταίον διάστημα. ΑΘΗΝΑΙ, 25.— Τό κείμενον τής άνακοινώσεως άναφέρει ότι αί άρμόδιαι άρχαί έλαβον τά αναγκαία μέτρα διά τήν ταχείαν έπίλυσιν τού ζητήματος, ένώ οί ένδιαφερόμενοι καλούνται όπως προσέλθουν είς τάς αρμοδίας υπηρεσίας πρός παροχήν πληροφοριών καί συμπλήρωσιν τών σχετικών έγγράφων έντός τής ταχθείσης προθεσμίας. Ώς γνωστόν, τό θέμα άπησχόλησε επανειλημμένως τήν κοινήν γνώμην καί τόν ημερήσιον τύπον κατά τό τελευταίον διάστημα. ΑΘΗΝΑΙ, 25.— Τό κείμενον τής άνακοινώσεως άναφέρει ότι αί άρμόδιαι άρχαί έλαβον τά αναγκαία μέτρα διά τήν ταχείαν έπίλυσιν τού ζητήματος, ένώ οί ένδιαφερόμενοι καλούνται όπως προσέλθουν είς τάς αρμοδίας υπηρεσίας πρός παροχήν πληροφοριών καί συμπλήρωσιν τών σχετικών έγγράφων έντός τής ταχθείσης προθεσμίας. Ώς γνωστόν, τό θέμα άπησχόλησε επανειλημμένως τήν κοινήν γνώμην καί τόν ημερήσιον τύπον κατά τό τελευταίον διάστημα. ΑΘΗΝΑΙ, 25.— Τό κείμενον τής άνακοινώσεως άναφέρει ότι αί άρμόδιαι άρχαί έλαβον τά αναγκαία μέτρα διά τήν ταχείαν έπίλυσιν τού ζητήματος, ένώ οί ένδιαφερόμενοι καλούνται όπως προσέλθουν είς τάς αρμοδίας υπηρεσίας πρός παροχήν πληροφοριών καί συμπλήρωσιν τών σχετικών έγγράφων έντός τής ταχθείσης προθεσμίας. Ώς γνωστόν, τό θέμα άπησχόλησε επανειλημμένως τήν κοινήν γνώμην καί τόν ημερήσιον τύπον κατά τό τελευταίον διάστημα. ΑΘΗΝΑΙ, 25.— Τό κείμενον τής άνακοινώσεως άναφέρει ότι αί άρμόδιαι άρχαί έλαβον τά αναγκαία μέτρα διά τήν — [595, 219, 995, 636]
subheading: ΤΑ ΠΑΡΑΓΩΓΙΚΑ ΕΡΓΑ — [1237, 1274, 1358, 1287]
subheading: ΑΙ ΓΕΩΡΓΙΚΑΙ ΒΙΟΜΗΧΑΝΙΑΙ — [1020, 1749, 1171, 1762]
subheading: ΗΜΙΜΑΡΑΘΩΝΙΟΣ ΔΡΟΜΟΣ — [30, 1357, 177, 1370]
subheading: ΟΙ ΔΥΤΙΚΑΝΟΙ ΑΓΩΝΕΣ — [42, 1717, 165, 1730]
subheading: ΠΟΣ ΩΡΓΑΝΩΘΗ Η «ΥΠΟΔΟΧΗ» — [1212, 2101, 1383, 2114]
subheading: Ο ΛΟΓΟΣ ΤΟΥ ΕΙΣ ΚΑΒΑΛΑΝ — [1019, 765, 1172, 778]
tashkent-headline: ΟΙ ΕΞΟΡΙΣΤΟΙ ΤΗΣ ΤΑΣΚΕΝΔΗΣ ΖΗΤΟΥΝ ΝΑ ΕΠΑΝΑΠΑΤΡΙΣΘΟΥΝ ΑΝΕΥ ΟΡΩΝ ΔΙΑ ΝΑ ΑΠΟΦΥΓΟΥΝ ΤΑΣ ΔΙΩΞΕΙΣ ΤΩΝ ΣΟΒΙΕΤΙΚΩΝ ΑΣΤΥΝΟΜΙΚΩΝ ΑΡΧΩΝ — [602, 61, 988, 162]
subheading: ΕΥΧΑΙ ΤΟΥ ΑΡΧΙΕΠΙΣΚΟΠΟΥ — [1222, 1766, 1373, 1779]
karamanlis-deck-2: Έπετέθη καί πάλιν κατά τοΰ Κέντρου — [1114, 257, 1481, 280]
article-body: ΑΘΗΝΑΙ, 25.— Τό κείμενον τής άνακοινώσεως άναφέρει ότι αί άρμόδιαι άρχαί έλαβον τά αναγκαία μέτρα διά τήν ταχείαν έπίλυσιν τού ζητήματος, ένώ οί ένδιαφερόμενοι καλούνται όπως προσέλθουν είς τάς αρμοδίας υπηρεσίας πρός παροχήν πληροφοριών καί συμπλήρωσιν τών σχετικών έγγράφων έντός τής ταχθείσης προθεσμίας. Ώς γνωστόν, τό θέμα άπησχόλησε επανειλημμένως τήν κοινήν γνώμην καί τόν ημερήσιον τύπον κατά τό τελευταίον διάστημα. ΑΘΗΝΑΙ, 25.— Τό κείμενον τής άνακοινώσεως άναφέρει ότι αί άρμόδιαι άρχαί έλαβον τά αναγκαία μέτρα διά τήν ταχείαν έπίλυσιν τού ζητήματος, ένώ οί ένδιαφερόμενοι καλούνται όπως προσέλθουν είς τάς αρμοδίας υπηρεσίας πρός παροχήν πληροφοριών καί συμπλήρωσιν τών σχετικών έγγράφων έντός τής ταχθείσης προθεσμίας. Ώς γνωστόν, τό θέμα άπησχόλησε επανειλημμένως τήν κοινήν γνώμην καί τόν ημερήσιον τύπον κατά τό τελευταίον διάστημα. ΑΘΗΝΑΙ, 25.— Τό κείμενον τής άνακοινώσεως άναφέρει ότι αί άρμόδιαι άρχαί έλαβον τά αναγκαία μέτρα διά τήν ταχείαν έπίλυσιν τού ζητήματος, ένώ οί ένδιαφερόμενοι καλούνται όπως προσέλθουν είς τάς αρμοδίας υπηρεσίας πρός παροχήν πληροφοριών καί συμπλήρωσιν τών σχετικών έγγράφων έντός τής ταχθείσης προθεσμίας. Ώς γνωστόν, τό θέμα άπησχόλησε επανειλημμένως τήν κοινήν γνώμην καί τόν ημερήσιον τύπον κατά τό τελευταίον διάστημα. ΑΘΗΝΑΙ, 25.— Τό κείμενον τής άνακοινώσεως άναφέρει ότι αί άρμόδιαι άρχαί έλαβον τά αναγκαία μέτρα διά τήν ταχείαν έπίλυσιν τού ζητήματος, ένώ οί ένδιαφερόμενοι καλούνται όπως προσέλθουν είς τάς αρμοδίας υπηρεσίας πρός παροχήν πληροφοριών καί συμπλήρωσιν τών σχετικών έγγράφων έντός τής ταχθείσης προθεσμίας. Ώς γνωστόν, τό θέμα άπησχόλησε επανειλημμένως τήν κοινήν γνώμην καί τόν ημερήσιον τύπον κατά τό τελευταίον διάστημα. ΑΘΗΝΑΙ, 25.— Τό κείμενον τής άνακοινώσεως άναφέρει ότι αί άρμόδιαι άρχαί έλαβον τά αναγκαία μέτρα διά τήν ταχείαν έπίλυσιν τού ζητήματος, ένώ οί ένδιαφερόμενοι καλούνται όπως προσέλθουν είς τάς αρμοδίας υπηρεσίας πρός παροχήν — [595, 1841, 995, 2193]
photo-caption: Μία φάσις άπό τόν χθεσινόν άγώνα τών δύο έθνικών όμάδων τής Έλλάδος. Είς τήν φωτογραφίαν, ό τερματοφύλαξ τής έθνικής ένόπλων Πετρόπουλος, μέ θεαματικόν άλμα, άποκρούει τήν επικίνδυνον μπαλλιά. — [173, 617, 590, 657]
basket-headline: ΑΡΧΙΖΕΙ ΣΗΜΕΡΟΝ ΤΟ ΤΟΥΡΝΟΥΑ ΜΠΑΣΚΕΤ — [66, 240, 534, 263]
subheading: ΤΗΛΕΓΡΑΦΗΜΑ — [650, 1735, 735, 1748]
article-body: ΑΘΗΝΑΙ, 25.— Τό κείμενον τής άνακοινώσεως άναφέρει ότι αί άρμόδιαι άρχαί έλαβον τά αναγκαία μέτρα διά τήν ταχείαν έπίλυσιν τού ζητήματος, ένώ οί ένδιαφερόμενοι καλούνται όπως προσέλθουν είς τάς αρμοδίας υπηρεσίας πρός παροχήν πληροφοριών καί συμπλήρωσιν τών σχετικών έγγράφων έντός τής ταχθείσης προθεσμίας. Ώς γνωστόν, τό θέμα άπησχόλησε επανειλημμένως τήν κοινήν γνώμην καί τόν ημερήσιον τύπον κατά τό τελευταίον διάστημα. ΑΘΗΝΑΙ, 25.— Τό κείμενον τής άνακοινώσεως άναφέρει ότι αί άρμόδιαι άρχαί έλαβον τά αναγκαία μέτρα διά τήν ταχείαν έπίλυσιν τού ζητήματος, ένώ οί ένδιαφερόμενοι καλούνται όπως προσέλθουν είς τάς αρμοδίας υπηρεσίας πρός παροχήν πληροφοριών καί συμπλήρωσιν τών σχετικών έγγράφων έντός τής ταχθείσης προθεσμίας. Ώς γνωστόν, τό θέμα άπησχόλησε επανειλημμένως τήν κοινήν γνώμην καί τόν ημερήσιον τύπον κατά τό τελευταίον διάστημα. ΑΘΗΝΑΙ, 25.— Τό κείμενον τής άνακοινώσεως άναφέρει ότι αί άρμόδιαι άρχαί έλαβον τά αναγκαία μέτρα διά τήν ταχείαν έπίλυσιν τού ζητήματος, ένώ οί ένδιαφερόμενοι καλούνται όπως προσέλθουν είς τάς αρμοδίας υπηρεσίας πρός παροχήν πληροφοριών καί συμπλήρωσιν τών σχετικών έγγράφων έντός τής ταχθείσης προθεσμίας. Ώς γνωστόν, τό θέμα άπησχόλησε επανειλημμένως τήν κοινήν γνώμην καί τόν ημερήσιον τύπον κατά τό τελευταίον διάστημα. ΑΘΗΝΑΙ, 25.— Τό κείμενον τής άνακοινώσεως άναφέρει ότι αί άρμόδιαι άρχαί έλαβον τά αναγκαία μέτρα διά τήν ταχείαν έπίλυσιν τού ζητήματος, ένώ οί ένδιαφερόμενοι καλούνται όπως προσέλθουν είς τάς αρμοδίας υπηρεσίας πρός παροχήν πληροφοριών καί συμπλήρωσιν τών σχετικών έγγράφων έντός τής ταχθείσης προθεσμίας. Ώς γνωστόν, τό θέμα άπησχόλησε επανειλημμένως τήν κοινήν γνώμην καί τόν ημερήσιον τύπον κατά τό τελευταίον διάστημα. — [595, 1021, 995, 1331]
news-column — [595, 40, 995, 2290]
karamanlis-headline-line: τήν άγανάκτησιν τού άγροτικού κόσμου — [1000, 112, 1512, 175]
article-body: ΑΘΗΝΑΙ, 25.— Τό κείμενον τής άνακοινώσεως άναφέρει ότι αί άρμόδιαι άρχαί έλαβον τά αναγκαία μέτρα διά τήν ταχείαν έπίλυσιν τού ζητήματος, ένώ οί ένδιαφερόμενοι καλούνται όπως προσέλθουν είς τάς αρμοδίας υπηρεσίας πρός παροχήν πληροφοριών καί συμπλήρωσιν τών σχετικών έγγράφων έντός τής ταχθείσης προθεσμίας. Ώς γνωστόν, τό θέμα άπησχόλησε επανειλημμένως τήν κοινήν γνώμην καί τόν ημερήσιον τύπον κατά τό τελευταίον διάστημα. ΑΘΗΝΑΙ, 25.— Τό κείμενον τής άνακοινώσεως άναφέρει ότι αί άρμόδιαι άρχαί έλαβον τά αναγκαία μέτρα διά τήν ταχείαν έπίλυσιν τού ζητήματος, ένώ οί ένδιαφερόμενοι καλούνται όπως προσέλθουν είς τάς αρμοδίας υπηρεσίας πρός παροχήν πληροφοριών καί συμπλήρωσιν τών σχετικών έγγράφων έντός τής ταχθείσης προθεσμίας. Ώς γνωστόν, τό θέμα άπησχόλησε επανειλημμένως τήν κοινήν γνώμην καί τόν ημερήσιον τύπον κατά τό τελευταίον διάστημα. ΑΘΗΝΑΙ, 25.— Τό κείμενον τής άνακοινώσεως άναφέρει ότι αί άρμόδιαι άρχαί έλαβον τά αναγκαία μέτρα διά τήν ταχείαν έπίλυσιν τού ζητήματος, ένώ οί ένδιαφερόμενοι καλούνται όπως προσέλθουν είς τάς αρμοδίας υπηρεσίας πρός παροχήν πληροφοριών καί συμπλήρωσιν τών σχετικών έγγράφων έντός τής ταχθείσης προθεσμίας. Ώς γνωστόν, τό θέμα άπησχόλησε επανειλημμένως τήν κοινήν γνώμην καί τόν ημερήσιον τύπον κατά τό τελευταίον διάστημα. — [595, 709, 995, 955]
wishes-headline: ΕΥΧΑΙ ΠΡΟΣ ΕΟΡΤΑΖΟΝΤΑΣ — [636, 1785, 954, 1814]
subheading: ΚΑΤΕΛΗΦΘΗ Η ΧΑΤΖΑ — [837, 1709, 958, 1722]
